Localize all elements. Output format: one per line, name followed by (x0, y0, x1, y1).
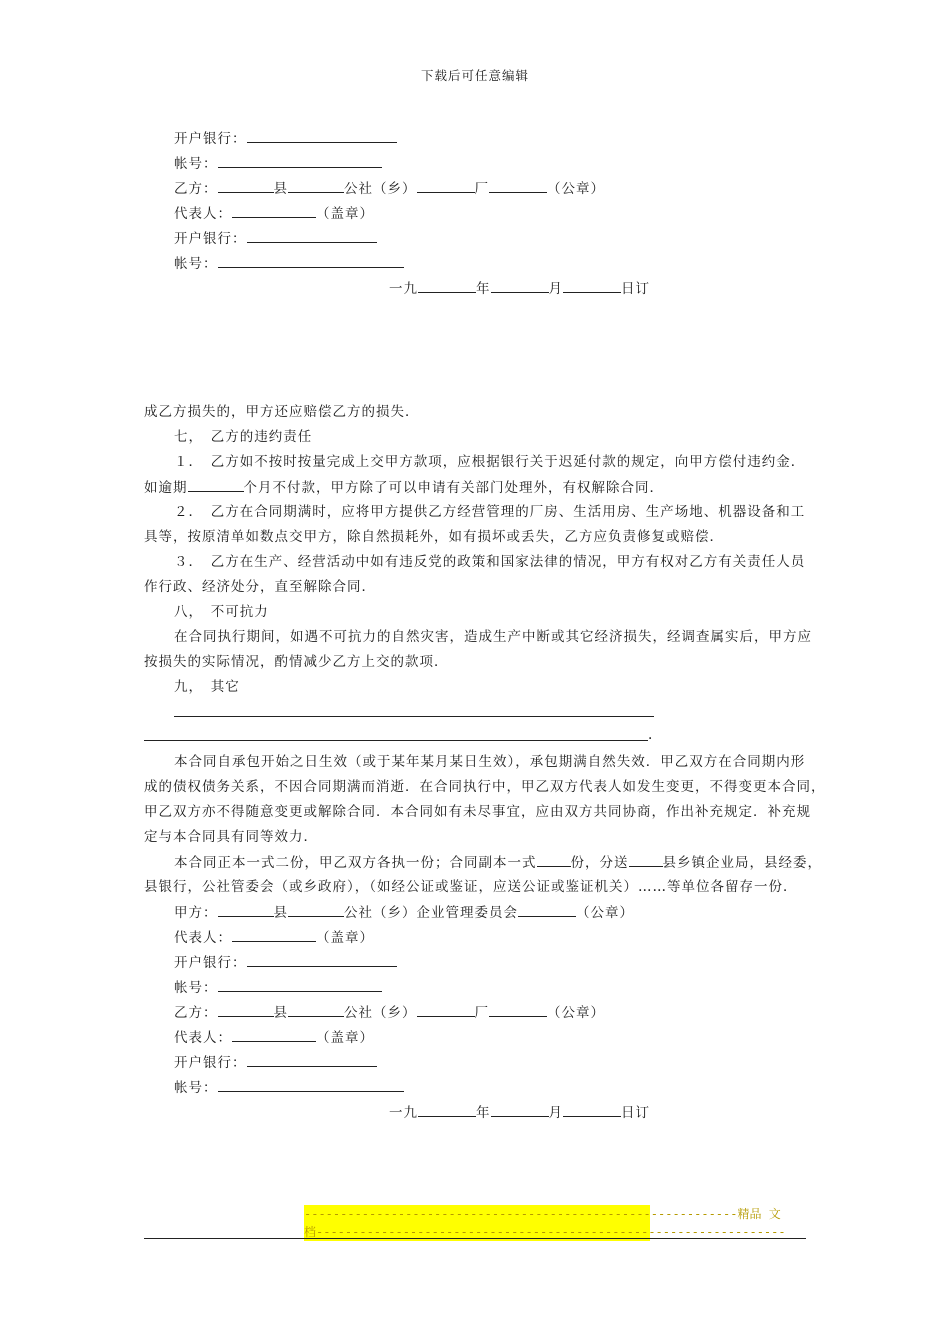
party-b-label: 乙方： (174, 1005, 218, 1021)
day-label: 日订 (621, 281, 650, 297)
bank-label: 开户银行： (174, 231, 247, 247)
body-line-4 (144, 478, 664, 497)
rep-label: 代表人： (174, 930, 232, 946)
body-line-5: ２． 乙方在合同期满时，应将甲方提供乙方经营管理的厂房、生活用房、生产场地、机器设备和工 (174, 504, 806, 520)
period-mark: . (648, 727, 654, 743)
months-blank[interactable] (188, 478, 244, 492)
rep-blank[interactable] (232, 204, 316, 218)
bank-line-2 (174, 229, 377, 248)
body-line-16: 甲乙双方亦不得随意变更或解除合同．本合同如有未尽事宜，应由双方共同协商，作出补充规定．补充规 (144, 804, 811, 820)
bank-label: 开户银行： (174, 131, 247, 147)
year-blank[interactable] (418, 279, 476, 293)
rep-label: 代表人： (174, 206, 232, 222)
bank-label: 开户银行： (174, 1055, 247, 1071)
commune-blank[interactable] (288, 179, 344, 193)
party-b-label: 乙方： (174, 181, 218, 197)
date-line-1 (389, 279, 650, 298)
seal-label: （公章） (547, 181, 605, 197)
rep-blank[interactable] (232, 1028, 316, 1042)
factory-name-blank[interactable] (489, 179, 547, 193)
footer-line-1: ------------------------------------------------------------精品 文 (304, 1207, 781, 1221)
body-line-14: 本合同自承包开始之日生效（或于某年某月某日生效），承包期满自然失效．甲乙双方在合同期内形 (174, 754, 806, 770)
page-header: 下载后可任意编辑 (420, 68, 529, 83)
factory-blank[interactable] (417, 1003, 475, 1017)
bank-line-3 (174, 953, 397, 972)
account-line-2 (174, 254, 404, 273)
year-blank[interactable] (418, 1103, 476, 1117)
rep-seal-label: （盖章） (316, 206, 374, 222)
section-7-heading: 七， 乙方的违约责任 (174, 429, 313, 445)
commune-label: 公社（乡） (344, 1005, 417, 1021)
body-line-15: 成的债权债务关系，不因合同期满而消逝．在合同执行中，甲乙双方代表人如发生变更，不得变更本合同， (144, 779, 826, 795)
rep-seal-label: （盖章） (316, 930, 374, 946)
account-line-4 (174, 1078, 404, 1097)
seal-label: （公章） (576, 905, 634, 921)
month-label: 月 (548, 1105, 563, 1121)
county-label: 县 (273, 1005, 288, 1021)
day-blank[interactable] (563, 279, 621, 293)
day-label: 日订 (621, 1105, 650, 1121)
account-line-3 (174, 978, 382, 997)
other-blank-line-1[interactable] (174, 716, 654, 717)
party-a-label: 甲方： (174, 905, 218, 921)
section-9-heading: 九， 其它 (174, 679, 240, 695)
account-label: 帐号： (174, 1080, 218, 1096)
date-prefix: 一九 (389, 1105, 418, 1121)
county-label: 县 (273, 905, 288, 921)
seal-label: （公章） (547, 1005, 605, 1021)
month-label: 月 (548, 281, 563, 297)
commune-label: 公社（乡）企业管理委员会 (344, 905, 518, 921)
commune-blank[interactable] (288, 1003, 344, 1017)
text: 份，分送 (570, 855, 629, 871)
date-line-2 (389, 1103, 650, 1122)
section-8-heading: 八， 不可抗力 (174, 604, 269, 620)
county-label: 县 (273, 181, 288, 197)
body-line-7: ３． 乙方在生产、经营活动中如有违反党的政策和国家法律的情况，甲方有权对乙方有关责任人员 (174, 554, 806, 570)
factory-name-blank[interactable] (489, 1003, 547, 1017)
footer-watermark (304, 1205, 786, 1241)
rep-label: 代表人： (174, 1030, 232, 1046)
commune-label: 公社（乡） (344, 181, 417, 197)
body-line-19: 县银行，公社管委会（或乡政府），（如经公证或鉴证，应送公证或鉴证机关）……等单位各留存一份． (144, 879, 798, 895)
bank-blank[interactable] (247, 953, 397, 967)
commune-blank[interactable] (288, 903, 344, 917)
rep-seal-label: （盖章） (316, 1030, 374, 1046)
county-blank[interactable] (218, 179, 274, 193)
bank-line-4 (174, 1053, 377, 1072)
send-blank[interactable] (629, 853, 663, 867)
account-blank[interactable] (218, 978, 382, 992)
copies-blank[interactable] (537, 853, 571, 867)
date-prefix: 一九 (389, 281, 418, 297)
bank-line-1 (174, 129, 397, 148)
account-blank[interactable] (218, 1078, 404, 1092)
bank-blank[interactable] (247, 229, 377, 243)
account-blank[interactable] (218, 154, 382, 168)
body-line-3: １． 乙方如不按时按量完成上交甲方款项，应根据银行关于迟延付款的规定，向甲方偿付违约金． (174, 454, 806, 470)
bank-label: 开户银行： (174, 955, 247, 971)
text: 县乡镇企业局，县经委， (662, 855, 822, 871)
factory-blank[interactable] (417, 179, 475, 193)
body-line-1: 成乙方损失的，甲方还应赔偿乙方的损失． (144, 404, 420, 420)
rep-line-1 (174, 204, 374, 223)
account-label: 帐号： (174, 256, 218, 272)
party-a-line (174, 903, 634, 922)
footer-rule (144, 1238, 806, 1239)
body-line-8: 作行政、经济处分，直至解除合同． (144, 579, 376, 595)
other-blank-line-2[interactable] (144, 740, 648, 741)
month-blank[interactable] (491, 279, 549, 293)
text: 本合同正本一式二份，甲乙双方各执一份；合同副本一式 (174, 855, 537, 871)
bank-blank[interactable] (247, 129, 397, 143)
rep-line-3 (174, 1028, 374, 1047)
factory-label: 厂 (474, 1005, 489, 1021)
body-line-17: 定与本合同具有同等效力． (144, 829, 318, 845)
body-line-6: 具等，按原清单如数点交甲方，除自然损耗外，如有损坏或丢失，乙方应负责修复或赔偿． (144, 529, 724, 545)
text: 个月不付款，甲方除了可以申请有关部门处理外，有权解除合同． (243, 480, 664, 496)
rep-blank[interactable] (232, 928, 316, 942)
footer-line-2: 档----------------------------------------------------------------- (304, 1225, 786, 1239)
year-label: 年 (476, 281, 491, 297)
factory-label: 厂 (474, 181, 489, 197)
party-b-line-2 (174, 1003, 605, 1022)
month-blank[interactable] (491, 1103, 549, 1117)
county-blank[interactable] (218, 1003, 274, 1017)
account-label: 帐号： (174, 980, 218, 996)
body-line-18 (174, 853, 822, 872)
rep-line-2 (174, 928, 374, 947)
day-blank[interactable] (563, 1103, 621, 1117)
year-label: 年 (476, 1105, 491, 1121)
body-line-10: 在合同执行期间，如遇不可抗力的自然灾害，造成生产中断或其它经济损失，经调查属实后，甲方应 (174, 629, 812, 645)
body-line-11: 按损失的实际情况，酌情减少乙方上交的款项． (144, 654, 449, 670)
party-b-line-1 (174, 179, 605, 198)
account-blank[interactable] (218, 254, 404, 268)
account-label: 帐号： (174, 156, 218, 172)
committee-blank[interactable] (518, 903, 576, 917)
account-line-1 (174, 154, 382, 173)
text: 如逾期 (144, 480, 188, 496)
bank-blank[interactable] (247, 1053, 377, 1067)
county-blank[interactable] (218, 903, 274, 917)
